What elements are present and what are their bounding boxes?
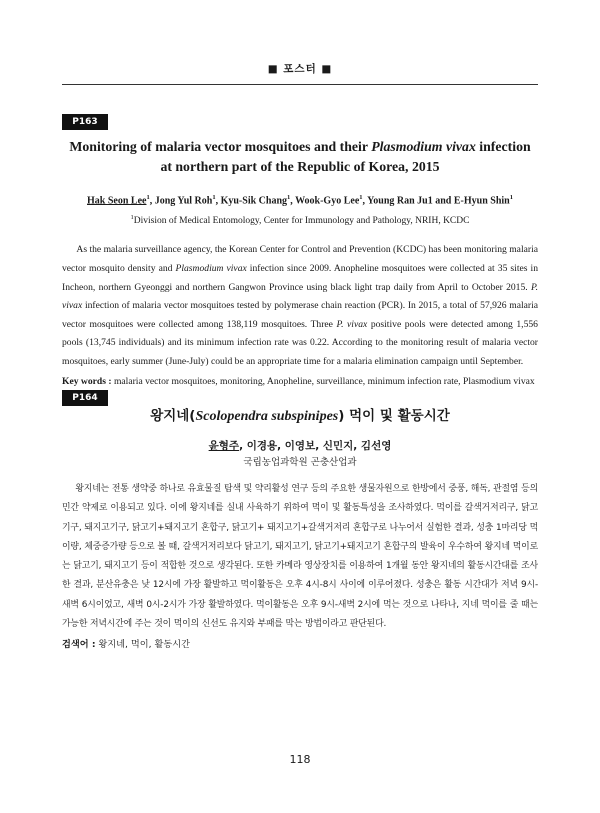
- keywords-text: malaria vector mosquitoes, monitoring, Anopheline, surveillance, minimum infection rate,: [111, 375, 463, 387]
- author-sup: 1: [287, 194, 291, 201]
- paper-title: [62, 137, 538, 177]
- author-sep: ,: [149, 195, 155, 207]
- author: Jong Yul Roh: [154, 195, 213, 207]
- poster-p164: [62, 406, 538, 653]
- author-list: [62, 439, 538, 453]
- abstract-italic: Plasmodium vivax: [175, 263, 247, 275]
- affiliation: 국립농업과학원 곤충산업과: [243, 457, 357, 468]
- author-list: [62, 191, 538, 208]
- title-text: 왕지네(: [150, 408, 196, 424]
- title-text: ) 먹이 및 활동시간: [338, 408, 450, 424]
- author-sup: 1: [212, 194, 216, 201]
- header-divider: [62, 84, 538, 85]
- abstract-text: infection since 2009. Anopheline mosquitoes were collected at 35 sites in Incheon, northern Gyeonggi and northern Gangwon Province using black light trap daily from April to October 2015.: [62, 263, 539, 293]
- title-text: infection at northern part of the Republic of Korea, 2015: [160, 139, 531, 174]
- abstract-text: infection of malaria vector mosquitoes tested by polymerase chain reaction (PCR). In 2015, a total of 57,926 malaria vector mosquitoes were collected among 138,119 mosquitoes. Three: [62, 300, 538, 330]
- poster-code-badge: P163: [62, 114, 108, 130]
- author: Young Ran Ju1 and E-Hyun Shin: [367, 195, 510, 207]
- abstract-text: positive pools were detected among 1,556 pools (13,745 individuals) and its minimum infection rate was 0.22. According to the monitoring result of malaria vector mosquitoes, early summer (June-July) could be an appropriate time for a malaria elimination campaign until September.: [62, 318, 538, 368]
- author-sup: 1: [509, 194, 513, 201]
- abstract-italic: P. vivax: [336, 318, 368, 330]
- title-italic: Scolopendra subspinipes: [195, 409, 339, 424]
- author-sep: ,: [362, 195, 368, 207]
- keywords: [62, 374, 538, 390]
- author-sup: 1: [359, 194, 363, 201]
- poster-p163: [62, 137, 538, 390]
- author: Wook-Gyo Lee: [295, 195, 360, 207]
- abstract: 왕지네는 전통 생약중 하나로 유효물질 탐색 및 약리활성 연구 등의 주요한 생물자원으로 한방에서 중풍, 해독, 관절염 등의 민간 약제로 이용되고 있다. 이에 왕지네를 실내 사육하기 위하여 먹이 및 활동특성을 조사하였다. 먹이를 갈색거저리구, 닭고기구, 돼지고기구, 닭고기+돼지고기 혼합구, 닭고기+ 돼지고기+갈색거저리 혼합구로 나누어서 실험한 결과, 성충 1마리당 먹이량, 체중증가량 등으로 볼 때, 갈색거저리보다 닭고기, 돼지고기, 닭고기+돼지고기 혼합구의 발육이 우수하여 왕지네 먹이로는 닭고기, 돼지고기 등이 적합한 것으로 생각된다. 또한 카메라 영상장치를 이용하여 1개월 동안 왕지네의 활동시간대를 조사한 결과, 분산유충은 낮 12시에 가장 활발하고 먹이활동은 오후 4시-8시 사이에 이루어졌다. 성충은 활동 시간대가 저녁 9시-새벽 6시이었고, 새벽 0시-2시가 가장 활발하였다. 먹이활동은 오후 9시-새벽 2시에 먹는 것으로 나타나, 지네 먹이를 줄 때는 가능한 저녁시간에 주는 것이 먹이의 신선도 유지와 부패를 막는 방법이라고 판단된다.: [62, 484, 538, 630]
- affiliation-text: Division of Medical Entomology, Center for Immunology and Pathology, NRIH, KCDC: [133, 216, 470, 227]
- poster-code-badge: P164: [62, 390, 108, 406]
- paper-title: [62, 406, 538, 427]
- section-header: ■ 포스터 ■: [267, 63, 333, 75]
- author-presenter: 윤형주: [208, 440, 240, 452]
- author: Kyu-Sik Chang: [220, 195, 288, 207]
- abstract: [62, 241, 538, 371]
- abstract-italic: P. vivax: [62, 281, 538, 312]
- keywords: [62, 637, 538, 653]
- author-sup: 1: [146, 194, 150, 201]
- title-text: Monitoring of malaria vector mosquitoes and their: [69, 139, 372, 154]
- title-italic: Plasmodium vivax: [371, 139, 476, 154]
- author: , 이경용, 이영보, 신민지, 김선영: [239, 440, 392, 452]
- keywords-label: Key words :: [62, 375, 112, 387]
- abstract-text: As the malaria surveillance agency, the Korean Center for Control and Prevention (KCDC) has been monitoring malaria vector mosquito density and: [62, 244, 538, 275]
- page-number: 118: [289, 753, 311, 766]
- author-presenter: Hak Seon Lee: [87, 195, 147, 207]
- author-sep: ,: [215, 195, 221, 207]
- keywords-italic: Plasmodium vivax: [462, 375, 535, 387]
- author-sep: ,: [290, 195, 296, 207]
- affiliation-sup: 1: [130, 214, 134, 222]
- keywords-label: 검색어 :: [62, 639, 96, 651]
- affiliation: [62, 211, 538, 228]
- keywords-text: 왕지네, 먹이, 활동시간: [95, 639, 190, 651]
